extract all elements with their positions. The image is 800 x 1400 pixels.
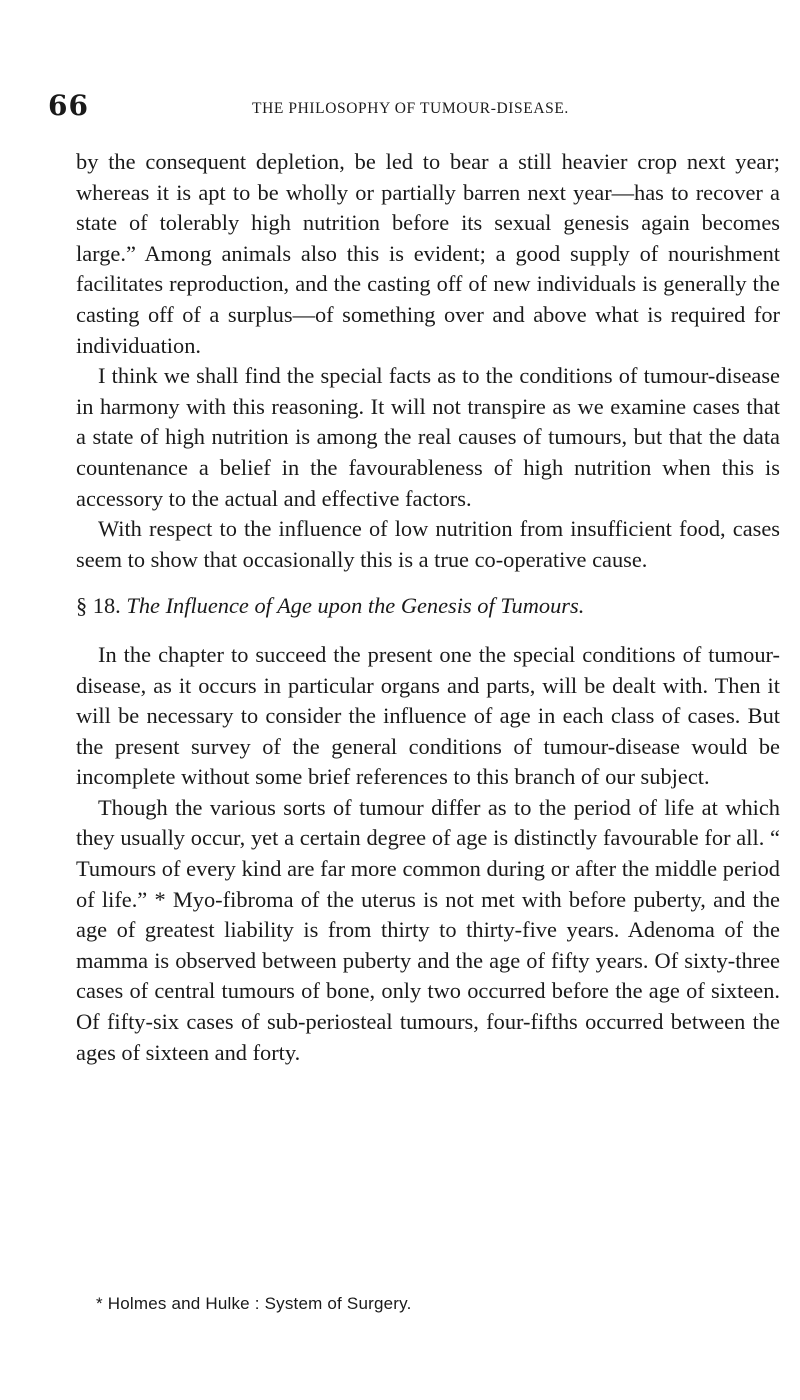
paragraph: With respect to the influence of low nutrition from insufficient food, cases seem to show that occasionally this is a true co-operative cause. [76,516,780,572]
paragraph: Though the various sorts of tumour differ as to the period of life at which they usually occur, yet a certain degree of age is distinctly favourable for all. “ Tumours of every kind are far more common during or after the middle period of life.” * Myo-fibroma of the uterus is not met with before puberty, and the age of greatest liability is from thirty to thirty-five years. Adenoma of the mamma is observed between puberty and the age of fifty years. Of sixty-three cases of central tumours of bone, only two occurred before the age of sixteen. Of fifty-six cases of sub-periosteal tumours, four-fifths occurred between the ages of sixteen and forty. [76,794,780,1065]
paragraph: In the chapter to succeed the present one the special conditions of tumour-disease, as it occurs in particular organs and parts, will be dealt with. Then it will be necessary to consider the influence of age in each class of cases. But the present survey of the general conditions of tumour-disease would be incomplete without some brief references to this branch of our subject. [76,641,780,790]
page-header [48,89,770,122]
section-title: The Influence of Age upon the Genesis of Tumours. [126,593,585,619]
footnote: * Holmes and Hulke : System of Surgery. [96,1294,412,1313]
section-number: § 18. [76,593,121,619]
paragraph: I think we shall find the special facts as to the conditions of tumour-disease in harmony with this reasoning. It will not transpire as we examine cases that a state of high nutrition is among the real causes of tumours, but that the data countenance a belief in the favourableness of high nutrition when this is accessory to the actual and effective factors. [76,363,780,511]
page-number: 66 [48,89,89,122]
body-text [76,147,780,1068]
running-head: THE PHILOSOPHY OF TUMOUR-DISEASE. [252,100,569,117]
section-heading [76,591,780,622]
paragraph: by the consequent depletion, be led to bear a still heavier crop next year; whereas it is apt to be wholly or partially barren next year—has to recover a state of tolerably high nutrition before its sexual genesis again becomes large.” Among animals also this is evident; a good supply of nourishment facilitates reproduction, and the casting off of new individuals is generally the casting off of a surplus—of something over and above what is required for individuation. [76,149,780,358]
